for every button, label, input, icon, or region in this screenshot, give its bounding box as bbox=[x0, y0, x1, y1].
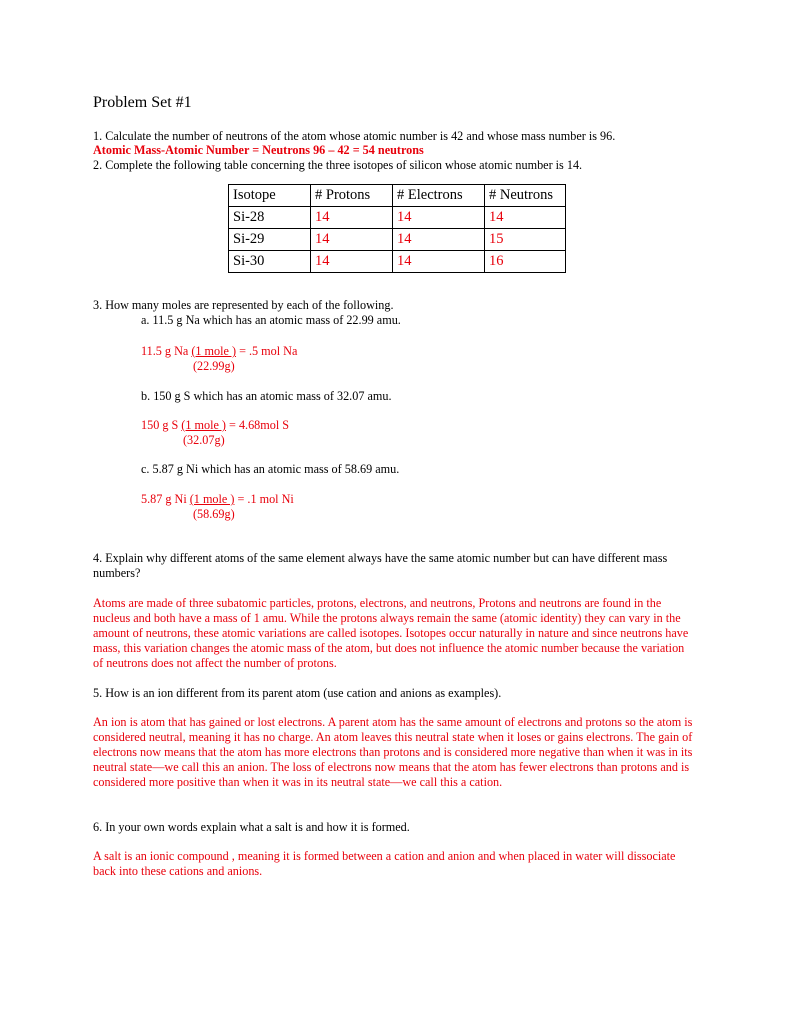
table-cell: Si-30 bbox=[229, 251, 311, 273]
q3b-numerator: (1 mole ) bbox=[181, 418, 226, 432]
q3a-numerator: (1 mole ) bbox=[191, 344, 237, 358]
table-row bbox=[229, 207, 566, 229]
q3-question: 3. How many moles are represented by each of the following. bbox=[93, 298, 394, 312]
q4-question: 4. Explain why different atoms of the same element always have the same atomic number but can have different mass numbers? bbox=[93, 551, 668, 580]
table-header-cell: # Neutrons bbox=[485, 185, 566, 207]
table-header-row bbox=[229, 185, 566, 207]
table-cell: 14 bbox=[393, 251, 485, 273]
page-title: Problem Set #1 bbox=[93, 94, 192, 111]
q6-answer: A salt is an ionic compound , meaning it is formed between a cation and anion and when placed in water will dissociate back into these cations and anions. bbox=[93, 849, 676, 878]
q3a-denominator: (22.99g) bbox=[193, 359, 235, 373]
q3b-calc-prefix: 150 g S bbox=[141, 418, 182, 432]
q3b-denominator: (32.07g) bbox=[183, 433, 225, 447]
table-cell: 14 bbox=[393, 229, 485, 251]
q4-answer: Atoms are made of three subatomic particles, protons, electrons, and neutrons, Protons and neutrons are found in the nucleus and both have a mass of 1 amu. While the protons always remain the same (atomic identity) they can vary in the amount of neutrons, these atomic variations are called isotopes. Isotopes occur naturally in nature and since neutrons have mass, this variation changes the atomic mass of the atom, but does not influence the atomic number because the variation of neutrons does not affect the number of protons. bbox=[93, 596, 689, 670]
q3c-calc-suffix: = .1 mol Ni bbox=[234, 492, 294, 506]
q5-answer: An ion is atom that has gained or lost electrons. A parent atom has the same amount of electrons and protons so the atom is considered neutral, meaning it has no charge. An atom leaves this neutral state when it loses or gains electrons. The gain of electrons now means that the atom has more electrons than protons and is considered more negative than when it was in its neutral state—we call this an anion. The loss of electrons now means that the atom has fewer electrons than protons and is considered more positive than when it was in its neutral state—we call this a cation. bbox=[93, 715, 693, 789]
q3a-calc bbox=[141, 344, 297, 359]
q5-question: 5. How is an ion different from its parent atom (use cation and anions as examples). bbox=[93, 686, 502, 700]
q6-question: 6. In your own words explain what a salt is and how it is formed. bbox=[93, 820, 410, 834]
table-cell: 14 bbox=[311, 207, 393, 229]
table-row bbox=[229, 251, 566, 273]
q3c-numerator: (1 mole ) bbox=[189, 492, 235, 506]
table-cell: Si-28 bbox=[229, 207, 311, 229]
table-header-cell: # Electrons bbox=[393, 185, 485, 207]
table-cell: 14 bbox=[393, 207, 485, 229]
q3b-prompt: b. 150 g S which has an atomic mass of 32.07 amu. bbox=[141, 389, 392, 403]
table-cell: 14 bbox=[311, 229, 393, 251]
q3b-calc-suffix: = 4.68mol S bbox=[225, 418, 290, 432]
table-cell: Si-29 bbox=[229, 229, 311, 251]
q3c-calc bbox=[141, 492, 294, 507]
q3c-prompt: c. 5.87 g Ni which has an atomic mass of 58.69 amu. bbox=[141, 462, 400, 476]
q2-question: 2. Complete the following table concerning the three isotopes of silicon whose atomic number is 14. bbox=[93, 158, 583, 172]
q1-question: 1. Calculate the number of neutrons of the atom whose atomic number is 42 and whose mass number is 96. bbox=[93, 129, 616, 143]
q3c-denominator: (58.69g) bbox=[193, 507, 235, 521]
table-cell: 14 bbox=[485, 207, 566, 229]
q1-answer: Atomic Mass-Atomic Number = Neutrons 96 – 42 = 54 neutrons bbox=[93, 143, 424, 157]
q3a-calc-prefix: 11.5 g Na bbox=[141, 344, 192, 358]
table-row bbox=[229, 229, 566, 251]
table-header-cell: Isotope bbox=[229, 185, 311, 207]
q3a-prompt: a. 11.5 g Na which has an atomic mass of 22.99 amu. bbox=[141, 313, 401, 327]
table-cell: 14 bbox=[311, 251, 393, 273]
q3b-calc bbox=[141, 418, 289, 433]
table-header-cell: # Protons bbox=[311, 185, 393, 207]
q3a-calc-suffix: = .5 mol Na bbox=[236, 344, 298, 358]
table-cell: 15 bbox=[485, 229, 566, 251]
q3c-calc-prefix: 5.87 g Ni bbox=[141, 492, 190, 506]
isotope-table bbox=[228, 184, 566, 273]
table-cell: 16 bbox=[485, 251, 566, 273]
